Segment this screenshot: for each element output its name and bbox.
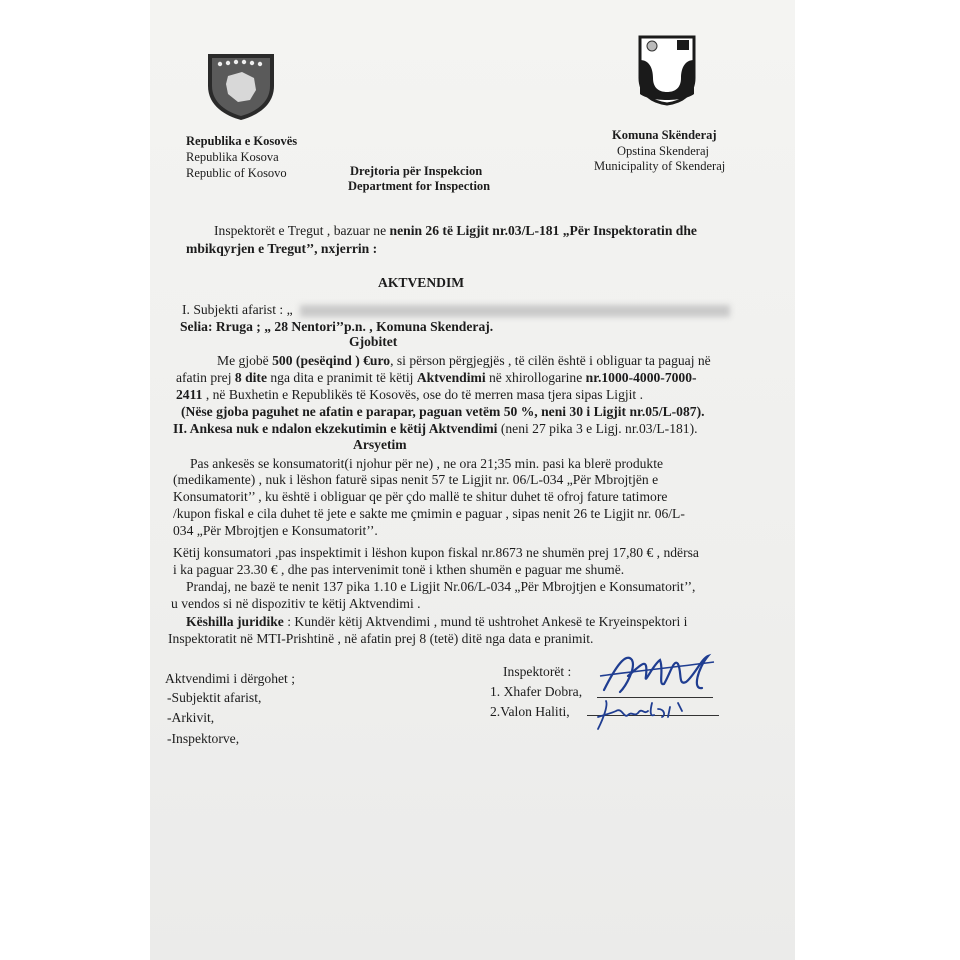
fine-amount: 500 (pesëqind ) €uro (272, 353, 391, 368)
reason-line: i ka paguar 23.30 € , dhe pas intervenimit tonë i kthen shumën e paguar me shumë. (173, 562, 625, 577)
intro-line-2: mbikqyrjen e Tregut’’, nxjerrin : (186, 241, 378, 256)
reason-line: Pas ankesës se konsumatorit(i njohur për ne) , ne ora 21;35 min. pasi ka blerë produkte (190, 456, 664, 471)
fine-account: nr.1000-4000-7000- (585, 370, 697, 385)
fine-text: Me gjobë (217, 353, 273, 368)
header-left-line-1: Republika e Kosovës (186, 134, 298, 148)
fine-line-2 (176, 370, 697, 386)
fine-text: Aktvendimi (416, 370, 486, 385)
legal-advice-line-1 (186, 614, 687, 630)
fine-line-4: (Nëse gjoba paguhet ne afatin e parapar, paguan vetëm 50 %, neni 30 i Ligjit nr.05/L-087). (181, 404, 705, 419)
header-center-line-2: Department for Inspection (348, 179, 491, 193)
skenderaj-emblem-icon (637, 34, 697, 106)
inspector-1: 1. Xhafer Dobra, (490, 684, 583, 699)
fine-line-3 (176, 387, 643, 403)
reason-line: Këtij konsumatori ,pas inspektimit i lëshon kupon fiskal nr.8673 ne shumën prej 17,80 € , ndërsa (173, 545, 699, 560)
intro-law: nenin 26 të Ligjit nr.03/L-181 „Për Inspektoratin dhe (389, 223, 697, 238)
section-arsyetim: Arsyetim (353, 437, 407, 452)
fine-text: afatin prej (176, 370, 235, 385)
header-right-line-2: Opstina Skenderaj (617, 144, 709, 158)
fine-line-5 (173, 421, 698, 437)
reason-line: 034 „Për Mbrojtjen e Konsumatorit’’. (173, 523, 378, 538)
signature-1-icon (598, 646, 716, 700)
legal-advice-label: Këshilla juridike (186, 614, 284, 629)
reason-line: u vendos si në dispozitiv te këtij Aktvendimi . (171, 596, 421, 611)
fine-deadline: 8 dite (234, 370, 267, 385)
intro-line-1 (214, 223, 697, 239)
delivery-line: -Subjektit afarist, (167, 690, 262, 705)
header-right-line-3: Municipality of Skenderaj (594, 159, 726, 173)
fine-account: 2411 (176, 387, 203, 402)
document-title: AKTVENDIM (378, 275, 465, 290)
subject-line (182, 302, 730, 318)
header-left-line-2: Republika Kosova (186, 150, 279, 164)
reason-line: Konsumatorit’’ , ku është i obliguar qe për çdo mallë te shitur duhet të ofroj fature tatimore (173, 489, 668, 504)
intro-text: Inspektorët e Tregut , bazuar ne (214, 223, 390, 238)
subject-seat: Selia: Rruga ; „ 28 Nentori’’p.n. , Komuna Skenderaj. (180, 319, 494, 334)
reason-line: Prandaj, ne bazë te nenit 137 pika 1.10 e Ligjit Nr.06/L-034 „Për Mbrojtjen e Konsumatorit’’, (186, 579, 696, 594)
redacted-subject-name (300, 305, 730, 317)
legal-advice-text: : Kundër këtij Aktvendimi , mund të ushtrohet Ankesë te Kryeinspektori i (283, 614, 688, 629)
fine-text: , në Buxhetin e Republikës të Kosovës, ose do të merren masa tjera sipas Ligjit . (202, 387, 643, 402)
appeal-reference: (neni 27 pika 3 e Ligj. nr.03/L-181). (497, 421, 698, 436)
delivery-line: -Inspektorve, (167, 731, 240, 746)
fine-line-1 (217, 353, 711, 369)
reason-line: (medikamente) , nuk i lëshon faturë sipas nenit 57 te Ligjit nr. 06/L-034 „Për Mbrojtjën e (173, 472, 659, 487)
fine-text: në xhirollogarine (485, 370, 586, 385)
subject-label: I. Subjekti afarist : „ (182, 302, 297, 317)
header-left-line-3: Republic of Kosovo (186, 166, 287, 180)
kosovo-coat-of-arms-icon (206, 52, 276, 122)
reason-line: /kupon fiskal e cila duhet të jete e sakte me çmimin e paguar , sipas nenit 26 te Ligjit nr. 06/L- (173, 506, 685, 521)
appeal-note: II. Ankesa nuk e ndalon ekzekutimin e këtij Aktvendimi (173, 421, 498, 436)
signature-2-icon (594, 697, 694, 733)
delivery-line: Aktvendimi i dërgohet ; (165, 671, 296, 686)
legal-advice-line-2: Inspektoratit në MTI-Prishtinë , në afatin prej 8 (tetë) ditë nga data e pranimit. (168, 631, 594, 646)
inspector-2: 2.Valon Haliti, (490, 704, 570, 719)
header-right-line-1: Komuna Skënderaj (612, 128, 717, 142)
fine-text: , si përson përgjegjës , të cilën është i obliguar ta paguaj në (390, 353, 711, 368)
delivery-line: -Arkivit, (167, 710, 215, 725)
inspectors-title: Inspektorët : (503, 664, 572, 679)
fine-text: nga dita e pranimit të këtij (266, 370, 417, 385)
section-gjobitet: Gjobitet (349, 334, 398, 349)
header-center-line-1: Drejtoria për Inspekcion (350, 164, 483, 178)
